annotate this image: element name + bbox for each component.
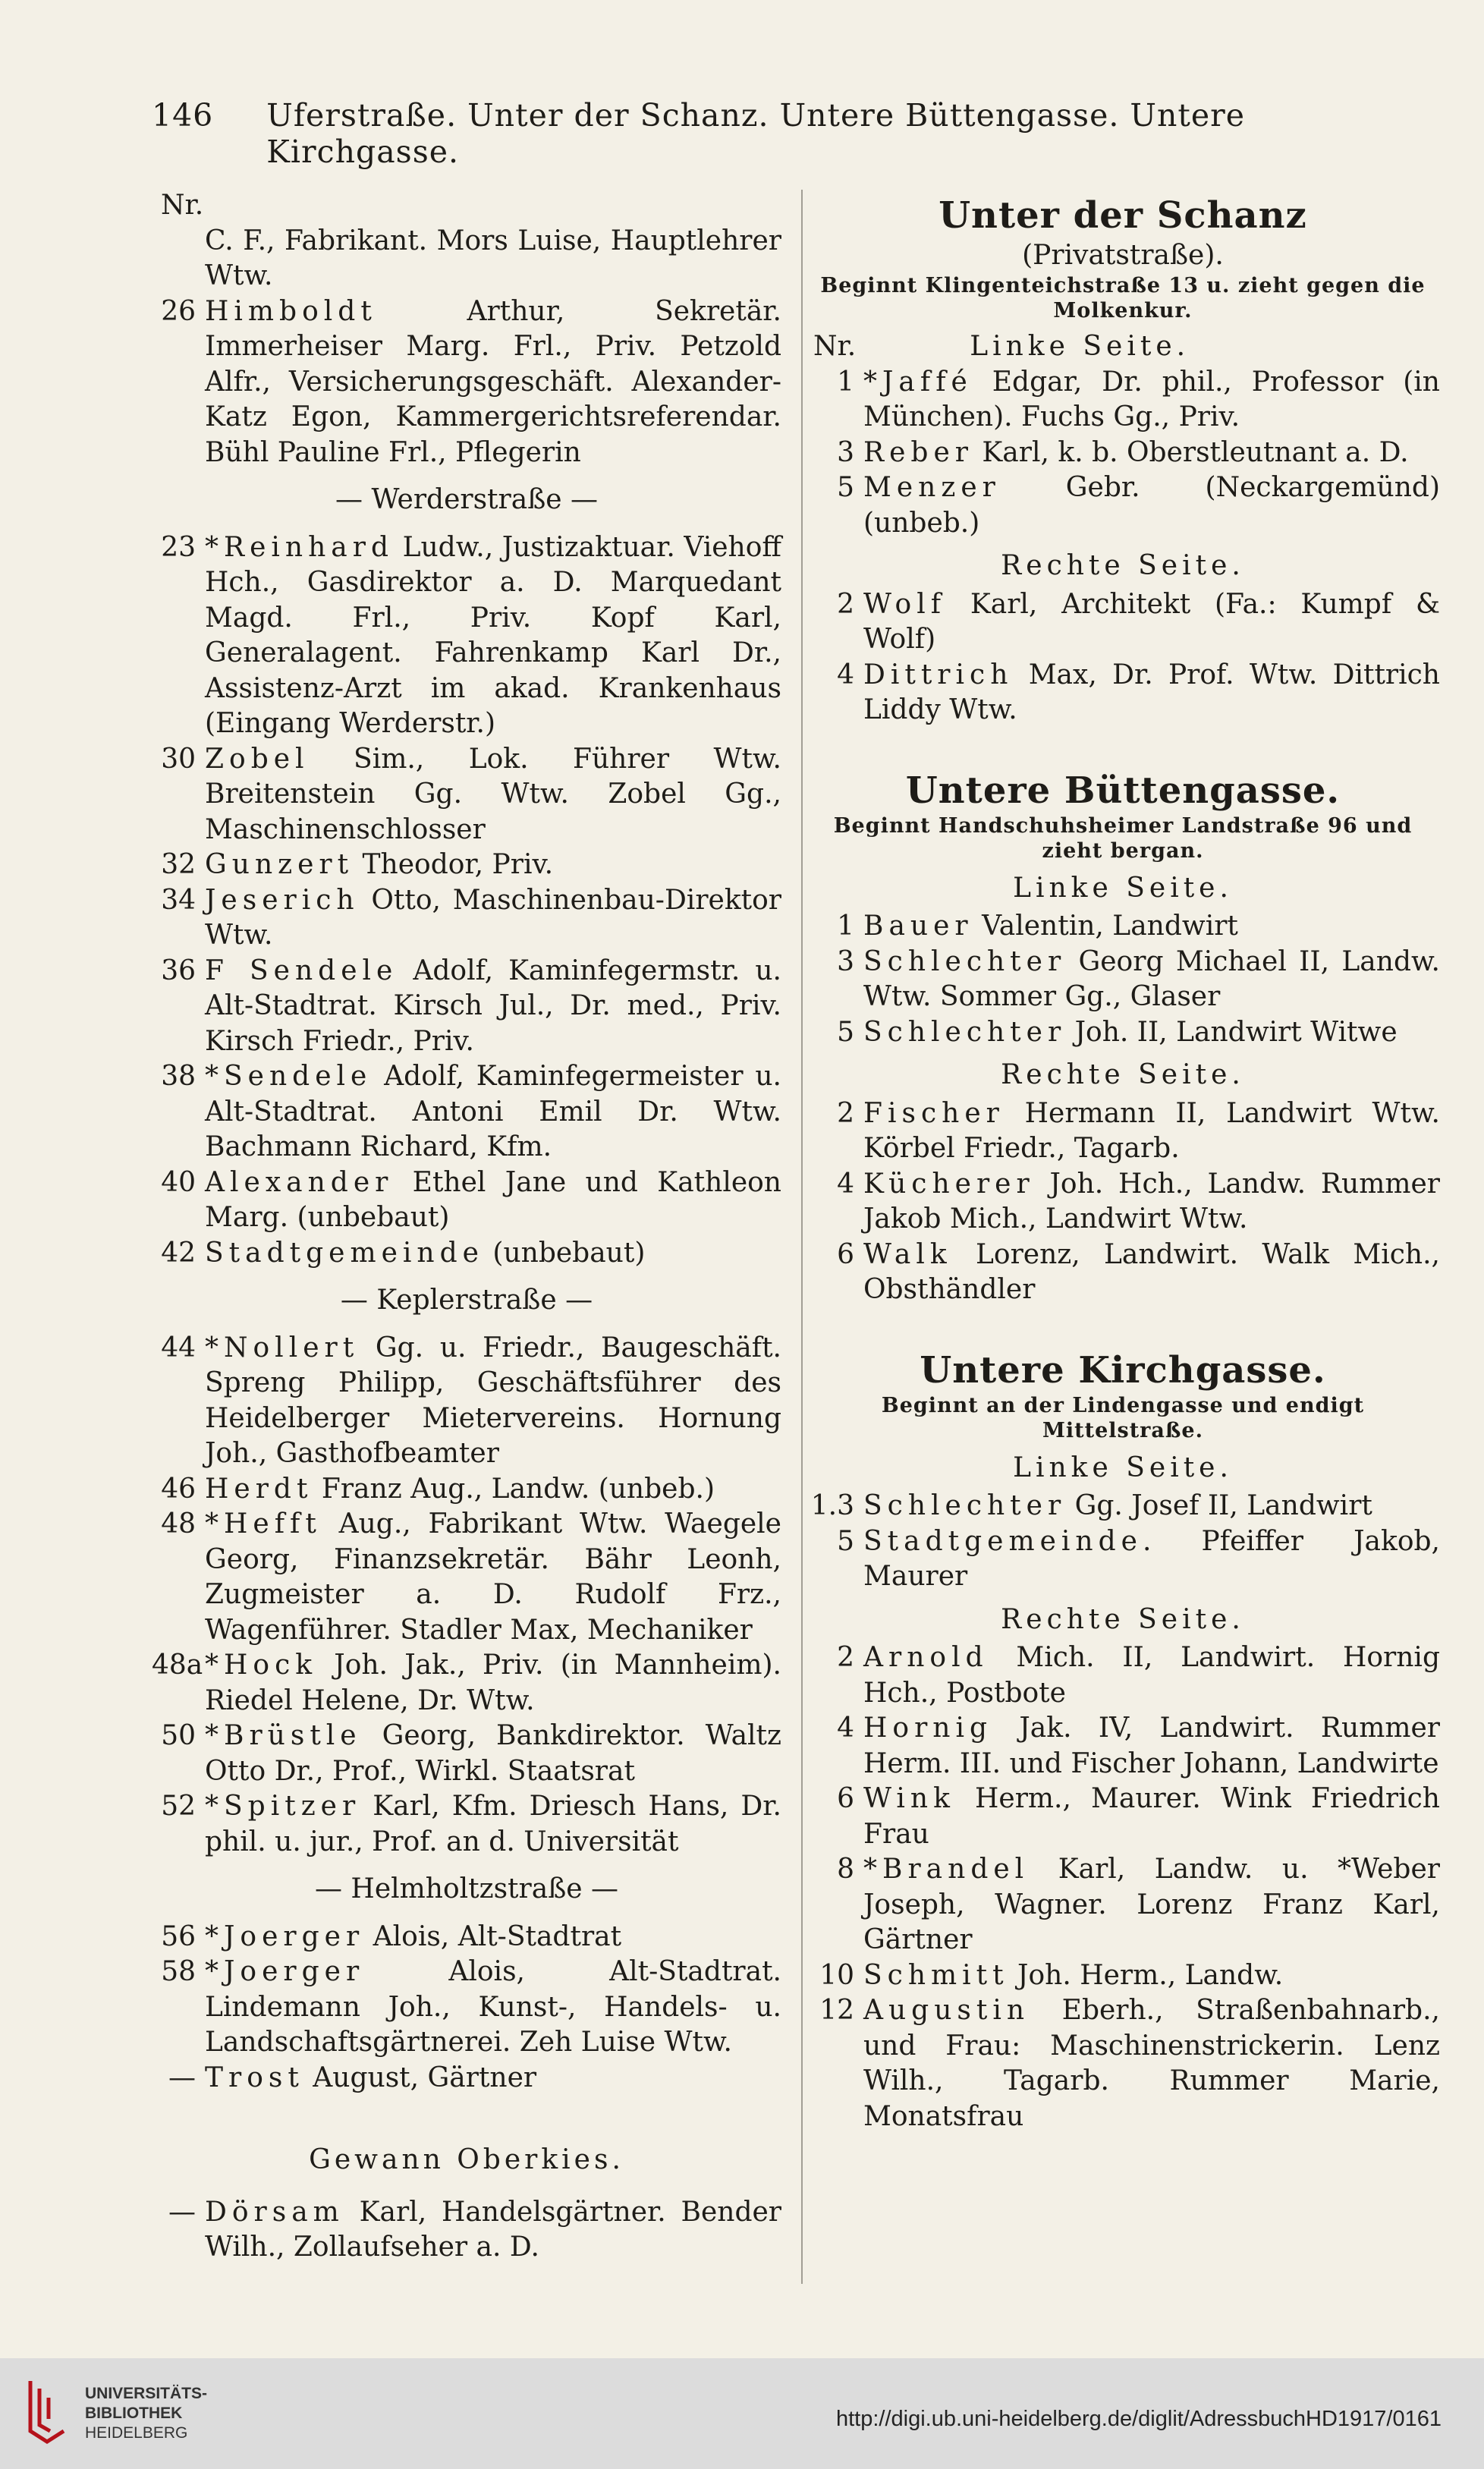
resident-details: Jak. IV, Landwirt. Rummer Herm. III. und Fischer Johann, Landwirte [863,1713,1440,1779]
street-heading: Untere Büttengasse. [905,769,1341,812]
list-item [806,1015,1440,1051]
resident-details: Herm., Maurer. Wink Friedrich Frau [863,1783,1440,1850]
house-number: 56 [161,1920,196,1952]
resident-name: Dittrich [863,659,1014,690]
resident-details: Lorenz, Landwirt. Walk Mich., Obsthändler [863,1238,1440,1305]
side-label: Rechte Seite. [1001,1603,1245,1635]
house-number: 58 [161,1956,196,1987]
house-number: 46 [161,1473,196,1505]
resident-name: Wink [863,1783,955,1814]
list-item [806,909,1440,945]
street-description: Beginnt an der Lindengasse und endigt Mittelstraße. [881,1393,1365,1442]
resident-details: Alois, Alt-Stadtrat. Lindemann Joh., Kunst-, Handels- u. Landschaftsgärtnerei. Zeh Luise Wtw. [205,1956,781,2058]
house-number: 2 [837,1642,854,1673]
resident-name: Hornig [863,1713,993,1744]
resident-name: *Joerger [205,1956,365,1987]
resident-name: *Sendele [205,1061,373,1092]
resident-details: Joh. Hch., Landw. Rummer Jakob Mich., Landwirt Wtw. [863,1168,1440,1234]
resident-name: Stadtgemeinde [863,1525,1143,1557]
list-item [152,1059,781,1165]
list-item [806,1711,1440,1782]
list-item [806,1852,1440,1958]
right-column [806,188,1440,2134]
resident-name: *Hefft [205,1508,322,1540]
resident-name: Menzer [863,472,1001,503]
resident-details: Joh. II, Landwirt Witwe [1066,1016,1398,1048]
house-number: 10 [819,1959,854,1991]
house-number: 23 [161,531,196,563]
house-number: 32 [161,849,196,880]
list-item [152,883,781,954]
resident-name: Stadtgemeinde [205,1237,484,1269]
resident-details: Ethel Jane und Kathleon Marg. (unbebaut) [205,1166,781,1233]
resident-name: Himboldt [205,295,377,327]
list-item [152,294,781,471]
list-item [806,1489,1440,1524]
resident-name: *Reinhard [205,531,395,563]
list-item [152,1165,781,1236]
list-item [152,224,781,294]
resident-details: Gg. u. Friedr., Baugeschäft. Spreng Philipp, Geschäftsführer des Heidelberger Mietervereins. Hornung Joh., Gasthofbeamter [205,1332,781,1469]
resident-name: F Sendele [205,955,398,986]
house-number: 5 [837,1525,854,1557]
resident-details: Mich. II, Landwirt. Hornig Hch., Postbote [863,1642,1440,1709]
list-item [152,2061,781,2096]
resident-name: Augustin [863,1995,1030,2026]
side-label: Linke Seite. [1013,1452,1233,1483]
resident-name: Schlechter [863,1490,1067,1521]
list-item [806,945,1440,1015]
house-number: 3 [837,436,854,468]
cross-street: — Helmholtzstraße — [314,1873,618,1904]
house-number: 2 [837,1097,854,1129]
list-item [806,1524,1440,1595]
house-number: 1.3 [810,1490,854,1521]
house-number: 5 [837,1016,854,1048]
nr-label: Nr. [161,190,204,221]
house-number: 38 [161,1061,196,1092]
resident-details: Adolf, Kaminfegermeister u. Alt-Stadtrat. Antoni Emil Dr. Wtw. Bachmann Richard, Kfm. [205,1061,781,1162]
list-item [806,470,1440,541]
footer-bar [0,2358,1484,2469]
list-item [152,1236,781,1272]
resident-details: Gg. Josef II, Landwirt [1066,1490,1372,1521]
resident-name: *Jaffé [863,366,973,398]
list-item [806,436,1440,471]
resident-details: Arthur, Sekretär. Immerheiser Marg. Frl., Priv. Petzold Alfr., Versicherungsgeschäft. Alexander-Katz Egon, Kammergerichtsreferendar. Bühl Pauline Frl., Pflegerin [205,295,781,468]
list-item [152,1472,781,1508]
side-label: Rechte Seite. [1001,1059,1245,1090]
list-item [806,658,1440,728]
resident-name: Trost [205,2062,304,2093]
continued-entry: C. F., Fabrikant. Mors Luise, Hauptlehrer Wtw. [205,225,781,291]
resident-name: *Joerger [205,1920,365,1952]
resident-details: Karl, Handelsgärtner. Bender Wilh., Zollaufseher a. D. [205,2196,781,2263]
resident-name: *Brüstle [205,1720,362,1751]
house-number: 30 [161,743,196,775]
list-item [152,848,781,883]
list-item [152,530,781,742]
list-item [152,1719,781,1789]
house-number: — [168,2062,196,2093]
resident-name: Fischer [863,1097,1005,1129]
list-item [806,1958,1440,1994]
resident-details: Max, Dr. Prof. Wtw. Dittrich Liddy Wtw. [863,659,1440,725]
resident-details: Adolf, Kaminfegermstr. u. Alt-Stadtrat. Kirsch Jul., Dr. med., Priv. Kirsch Friedr., Priv. [205,955,781,1057]
resident-details: Sim., Lok. Führer Wtw. Breitenstein Gg. Wtw. Zobel Gg., Maschinenschlosser [205,743,781,845]
cross-street: — Keplerstraße — [340,1285,593,1316]
house-number: 6 [837,1238,854,1270]
library-logo-icon [20,2375,74,2449]
resident-name: Walk [863,1238,952,1270]
resident-name: *Spitzer [205,1791,361,1822]
house-number: 48a [152,1650,203,1681]
library-name: UNIVERSITÄTS- BIBLIOTHEK HEIDELBERG [85,2385,208,2442]
list-item [806,365,1440,436]
list-item [152,1955,781,2061]
resident-name: Arnold [863,1642,989,1673]
column-divider [801,190,803,2284]
resident-name: Zobel [205,743,310,775]
resident-details: Karl, Kfm. Driesch Hans, Dr. phil. u. jur., Prof. an d. Universität [205,1791,781,1857]
list-item [152,1648,781,1719]
resident-details: Joh. Herm., Landw. [1008,1959,1284,1991]
street-heading: Untere Kirchgasse. [920,1348,1326,1392]
list-item [806,1640,1440,1711]
list-item [152,2195,781,2266]
house-number: 48 [161,1508,196,1540]
house-number: 40 [161,1166,196,1198]
house-number: 1 [837,911,854,942]
resident-details: (unbebaut) [483,1237,646,1269]
house-number: 12 [819,1995,854,2026]
house-number: 3 [837,945,854,977]
resident-details: August, Gärtner [303,2062,537,2093]
resident-details: . Pfeiffer Jakob, Maurer [863,1525,1440,1592]
list-item [152,1789,781,1860]
resident-name: Bauer [863,911,973,942]
resident-details: Karl, Architekt (Fa.: Kumpf & Wolf) [863,588,1440,655]
resident-name: Reber [863,436,973,468]
resident-details: Georg Michael II, Landw. Wtw. Sommer Gg., Glaser [863,945,1440,1012]
resident-name: Jeserich [205,884,360,916]
side-label: Linke Seite. [970,331,1190,362]
side-label: Linke Seite. [1013,872,1233,904]
resident-name: Wolf [863,588,947,620]
resident-name: Schlechter [863,1016,1067,1048]
resident-details: Ludw., Justizaktuar. Viehoff Hch., Gasdirektor a. D. Marquedant Magd. Frl., Priv. Kopf Karl, Generalagent. Fahrenkamp Karl Dr., Assistenz-Arzt im akad. Krankenhaus (Eingang Werderstr.) [205,531,781,739]
resident-name: *Brandel [863,1854,1030,1885]
list-item [806,1167,1440,1238]
house-number: 44 [161,1332,196,1363]
resident-details: Gebr. (Neckargemünd) (unbeb.) [863,472,1440,539]
page-title: Uferstraße. Unter der Schanz. Untere Büttengasse. Untere Kirchgasse. [266,97,1245,170]
nr-label: Nr. [813,331,857,362]
resident-name: Gunzert [205,849,354,880]
resident-details: Joh. Jak., Priv. (in Mannheim). Riedel Helene, Dr. Wtw. [205,1650,781,1716]
resident-name: *Nollert [205,1332,360,1363]
house-number: 1 [837,366,854,398]
resident-details: Karl, k. b. Oberstleutnant a. D. [973,436,1409,468]
left-column [152,188,781,2266]
resident-details: Franz Aug., Landw. (unbeb.) [313,1473,715,1505]
house-number: 50 [161,1720,196,1751]
resident-name: Herdt [205,1473,313,1505]
resident-details: Theodor, Priv. [354,849,554,880]
cross-street: — Werderstraße — [335,484,598,515]
house-number: 4 [837,1713,854,1744]
house-number: 36 [161,955,196,986]
resident-details: Valentin, Landwirt [973,911,1238,942]
resident-name: *Hock [205,1650,318,1681]
street-heading: Unter der Schanz [939,194,1307,237]
list-item [806,587,1440,658]
resident-name: Kücherer [863,1168,1035,1200]
house-number: 2 [837,588,854,620]
resident-name: Schmitt [863,1959,1009,1991]
resident-name: Alexander [205,1166,394,1198]
street-description: Beginnt Klingenteichstraße 13 u. zieht gegen die Molkenkur. [820,274,1426,322]
list-item [806,1993,1440,2134]
list-item [806,1238,1440,1308]
resident-details: Edgar, Dr. phil., Professor (in München). Fuchs Gg., Priv. [863,366,1440,432]
resident-name: Dörsam [205,2196,344,2228]
resident-details: Georg, Bankdirektor. Waltz Otto Dr., Prof., Wirkl. Staatsrat [205,1720,781,1787]
resident-name: Schlechter [863,945,1067,977]
list-item [152,1507,781,1648]
house-number: 34 [161,884,196,916]
page-number: 146 [152,97,214,134]
resident-details: Aug., Fabrikant Wtw. Waegele Georg, Finanzsekretär. Bähr Leonh, Zugmeister a. D. Rudolf Frz., Wagenführer. Stadler Max, Mechaniker [205,1508,781,1646]
resident-details: Eberh., Straßenbahnarb., und Frau: Maschinenstrickerin. Lenz Wilh., Tagarb. Rummer Marie, Monatsfrau [863,1995,1440,2132]
resident-details: Otto, Maschinenbau-Direktor Wtw. [205,884,781,951]
house-number: 5 [837,472,854,503]
section-title: Gewann Oberkies. [309,2144,624,2175]
side-label: Rechte Seite. [1001,550,1245,581]
resident-details: Alois, Alt-Stadtrat [364,1920,622,1952]
list-item [806,1096,1440,1167]
house-number: 6 [837,1783,854,1814]
list-item [152,742,781,848]
resident-details: Karl, Landw. u. *Weber Joseph, Wagner. Lorenz Franz Karl, Gärtner [863,1854,1440,1955]
list-item [152,1331,781,1472]
page-header [152,97,1335,170]
house-number: 42 [161,1237,196,1269]
list-item [152,954,781,1060]
list-item [806,1782,1440,1852]
house-number: 4 [837,1168,854,1200]
house-number: 52 [161,1791,196,1822]
house-number: — [168,2196,196,2228]
resident-details: Hermann II, Landwirt Wtw. Körbel Friedr., Tagarb. [863,1097,1440,1164]
house-number: 4 [837,659,854,690]
street-subtitle: (Privatstraße). [1022,240,1224,271]
source-url-link[interactable]: http://digi.ub.uni-heidelberg.de/diglit/AdressbuchHD1917/0161 [835,2407,1442,2431]
house-number: 8 [837,1854,854,1885]
house-number: 26 [161,295,196,327]
list-item [152,1920,781,1955]
street-description: Beginnt Handschuhsheimer Landstraße 96 und zieht bergan. [833,813,1413,863]
